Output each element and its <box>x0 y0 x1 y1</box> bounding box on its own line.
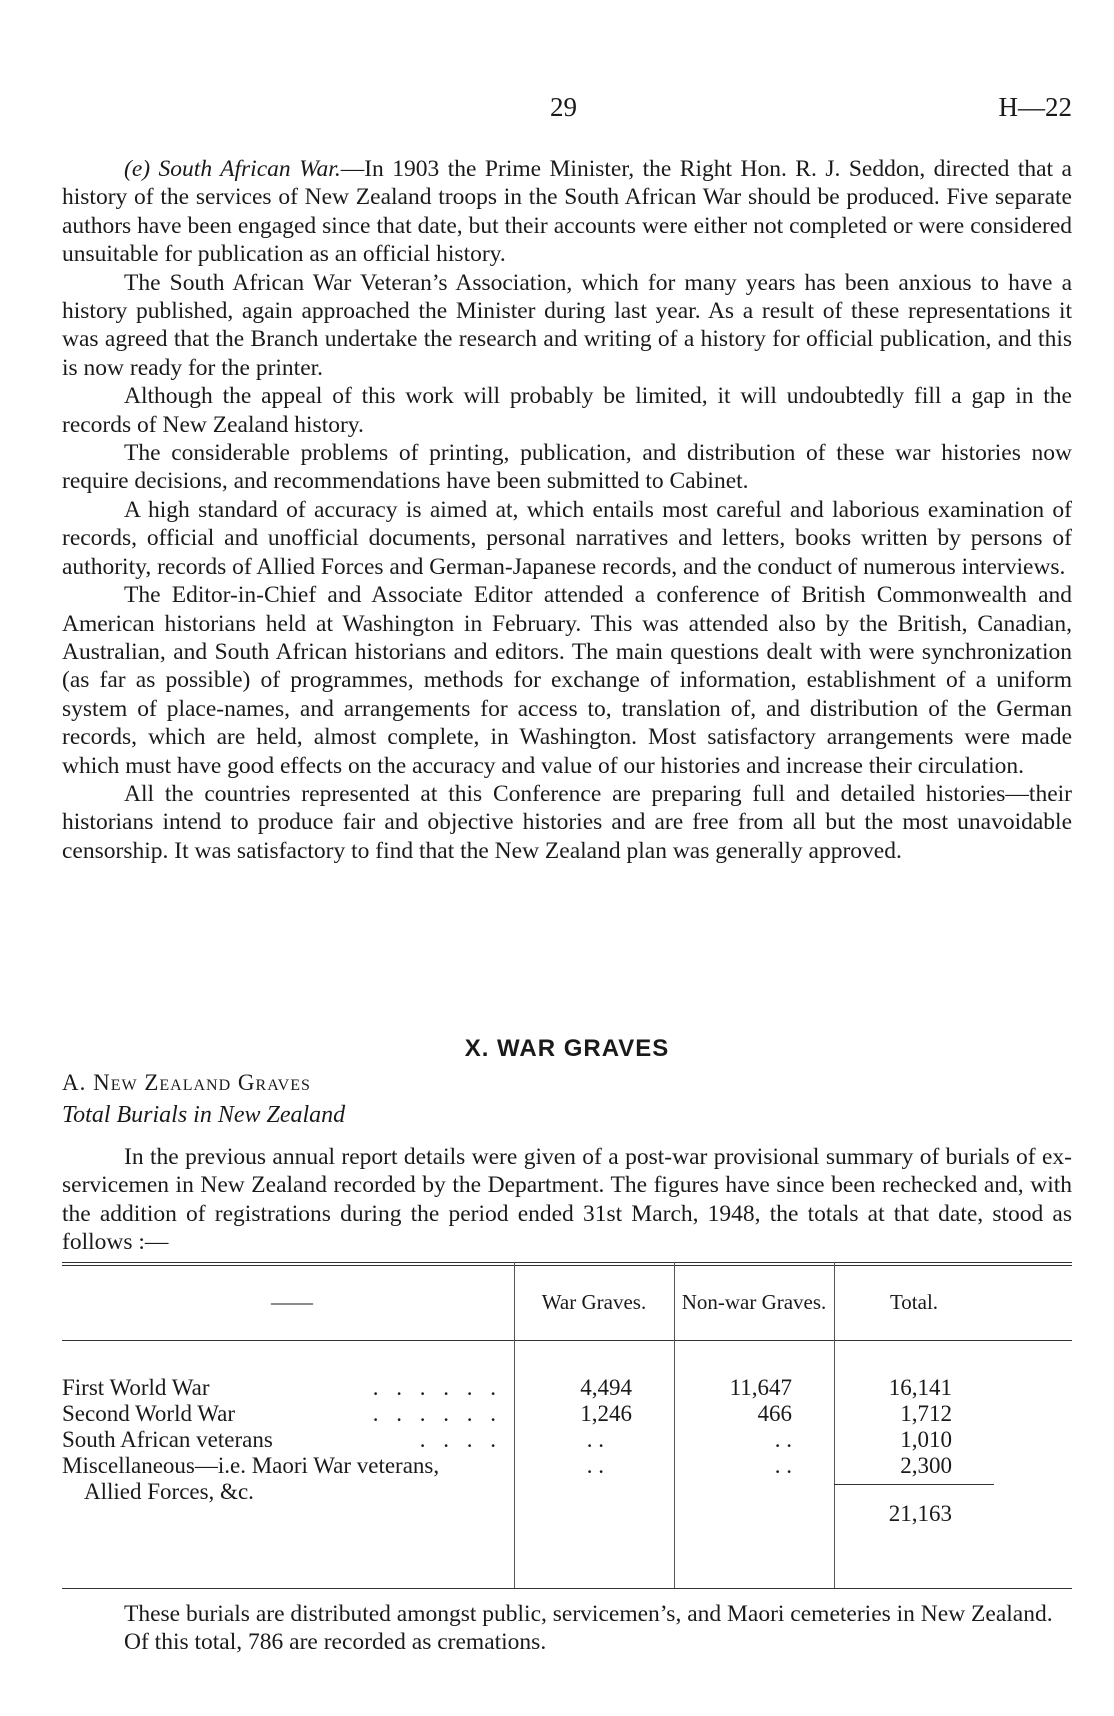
grand-total: 21,163 <box>888 1501 952 1526</box>
intro-paragraph: In the previous annual report details were given of a post-war provisional summary of burials of ex-servicemen in New Zealand recorded by the Department. The figures have since been rechecked and, with the addition of registrations during the period ended 31st March, 1948, the totals at that date, stood as follows :— <box>62 1144 1072 1256</box>
table-row-label <box>62 1374 502 1402</box>
cell-total: 1,010 <box>900 1427 952 1452</box>
document-code: H—22 <box>998 92 1072 122</box>
cell-total: 2,300 <box>900 1453 952 1478</box>
column-header-total: Total. <box>889 1290 939 1314</box>
section-e-paragraph-6: The Editor-in-Chief and Associate Editor attended a conference of British Commonwealth and American historians held at Washington in February. This was attended also by the British, Canadian, Australian, and South African historians and editors. The main questions dealt with were synchronization (as far as possible) of programmes, methods for exchange of information, establishment of a uniform system of place-names, and arrangements for access to, translation of, and distribution of the German records, which are held, almost complete, in Washington. Most satisfactory arrangements were made which must have good effects on the accuracy and value of our histories and increase their circulation. <box>62 582 1072 779</box>
footer-notes <box>62 1600 1072 1657</box>
table-top-rule-2 <box>62 1265 1072 1266</box>
page-number: 29 <box>550 92 577 122</box>
section-e-label: (e) South African War. <box>124 156 341 182</box>
table-header-rule <box>62 1340 1072 1341</box>
subheading: A. New Zealand Graves <box>62 1070 311 1095</box>
table-row-label <box>62 1400 502 1428</box>
cell-war: 4,494 <box>580 1375 632 1400</box>
section-e-paragraph-4: The considerable problems of printing, publication, and distribution of these war histories now require decisions, and recommendations have been submitted to Cabinet. <box>62 440 1072 495</box>
table-corner-dash: —— <box>271 1290 313 1314</box>
cell-nonwar: . . <box>774 1453 792 1478</box>
section-e-paragraph-3: Although the appeal of this work will probably be limited, it will undoubtedly fill a gap in the records of New Zealand history. <box>62 383 1072 438</box>
document-page <box>62 0 1072 1716</box>
table-bottom-rule <box>62 1588 1072 1589</box>
cell-total: 16,141 <box>888 1375 952 1400</box>
row-label-text: First World War <box>62 1375 210 1400</box>
row-label-text: South African veterans <box>62 1427 273 1452</box>
subtotal-rule <box>834 1484 994 1485</box>
leader-dots: . . . . . . <box>372 1401 502 1426</box>
cell-war: 1,246 <box>580 1401 632 1426</box>
cell-total: 1,712 <box>900 1401 952 1426</box>
table-row-label-continued: Allied Forces, &c. <box>84 1479 254 1504</box>
burials-table <box>62 1262 1072 1590</box>
section-e-body <box>62 155 1072 865</box>
war-graves-intro <box>62 1143 1072 1257</box>
section-e-paragraph-1 <box>62 155 1072 269</box>
footer-paragraph-2: Of this total, 786 are recorded as cremations. <box>124 1629 547 1656</box>
leader-dots: . . . . <box>419 1427 502 1452</box>
leader-dots: . . . . . . <box>372 1375 502 1400</box>
cell-nonwar: 11,647 <box>729 1375 792 1400</box>
column-header-war: War Graves. <box>541 1290 647 1314</box>
section-e-paragraph-5: A high standard of accuracy is aimed at, which entails most careful and laborious examination of records, official and unofficial documents, personal narratives and letters, books written by persons of authority, records of Allied Forces and German-Japanese records, and the conduct of numerous interviews. <box>62 496 1072 580</box>
section-e-paragraph-2: The South African War Veteran’s Association, which for many years has been anxious to have a history published, again approached the Minister during last year. As a result of these representations it was agreed that the Branch undertake the research and writing of a history for official publication, and this is now ready for the printer. <box>62 269 1072 381</box>
cell-war: . . <box>586 1427 604 1452</box>
section-heading: X. WAR GRAVES <box>464 1035 670 1062</box>
row-label-text: Second World War <box>62 1401 236 1426</box>
cell-nonwar: . . <box>774 1427 792 1452</box>
section-e-paragraph-7: All the countries represented at this Conference are preparing full and detailed histories—their historians intend to produce fair and objective histories and are free from all but the most unavoidable censorship. It was satisfactory to find that the New Zealand plan was generally approved. <box>62 780 1072 864</box>
column-header-nonwar: Non-war Graves. <box>681 1290 827 1314</box>
cell-nonwar: 466 <box>757 1401 792 1426</box>
sub-subheading: Total Burials in New Zealand <box>62 1102 346 1128</box>
cell-war: . . <box>586 1453 604 1478</box>
row-label-text: Miscellaneous—i.e. Maori War veterans, <box>62 1453 440 1478</box>
table-row-label <box>62 1452 502 1480</box>
table-top-rule <box>62 1262 1072 1263</box>
footer-paragraph-1: These burials are distributed amongst public, servicemen’s, and Maori cemeteries in New Zealand. <box>124 1601 1053 1627</box>
section-e-text: —In 1903 the Prime Minister, the Right Hon. R. J. Seddon, directed that a history of the services of New Zealand troops in the South African War should be produced. Five separate authors have been engaged since that date, but their accounts were either not completed or were considered unsuitable for publication as an official history. <box>62 156 1072 268</box>
table-row-label <box>62 1426 502 1454</box>
running-header <box>62 92 1072 122</box>
